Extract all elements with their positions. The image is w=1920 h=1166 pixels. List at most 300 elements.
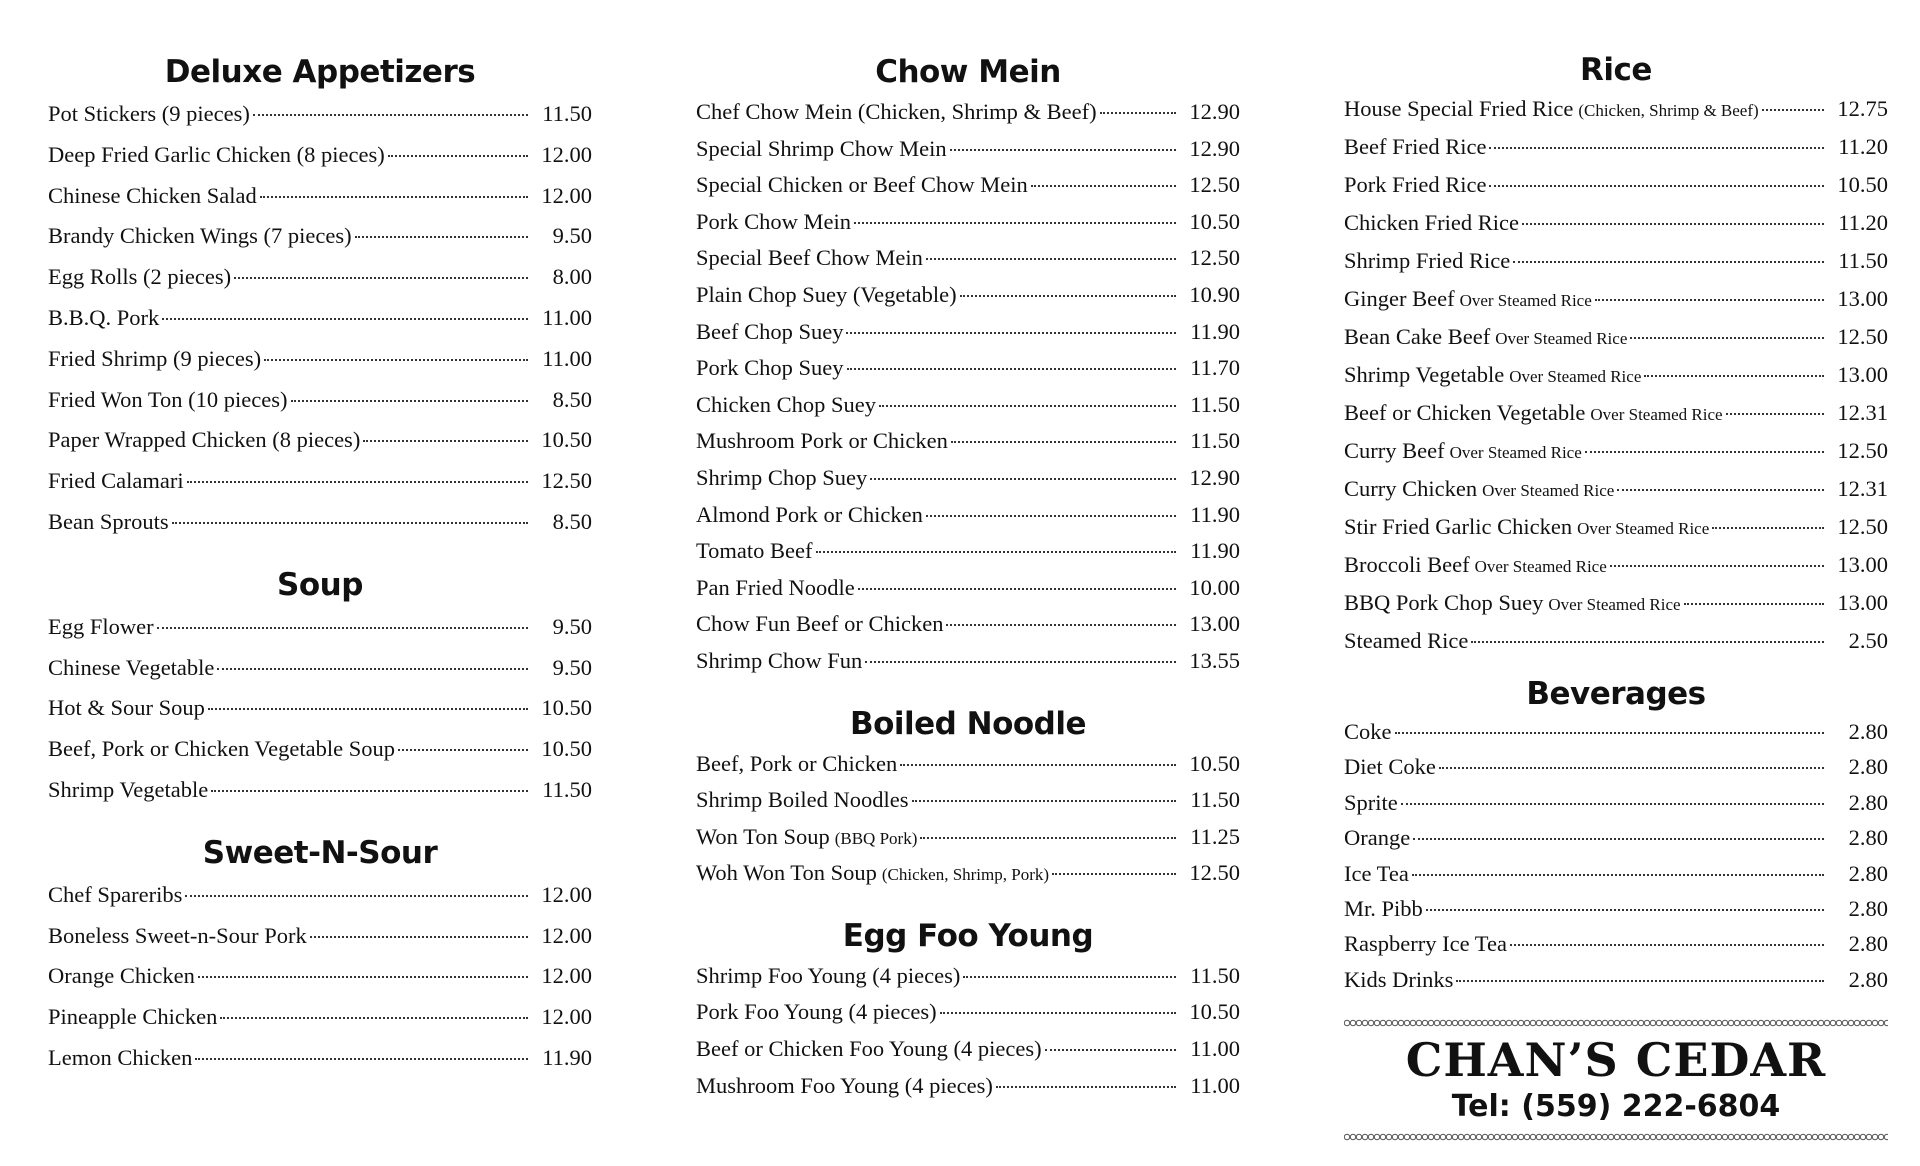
item-name: Chinese Vegetable	[48, 654, 215, 680]
item-price: 11.70	[1190, 355, 1240, 381]
item-name: Shrimp Foo Young (4 pieces)	[696, 962, 961, 988]
item-name: Chicken Fried Rice	[1344, 210, 1519, 235]
dot-leader	[1585, 451, 1824, 453]
item-note: Over Steamed Rice	[1577, 519, 1710, 538]
menu-item	[1344, 584, 1888, 622]
menu-item	[48, 298, 592, 339]
dot-leader	[816, 551, 1176, 553]
section-boiled-noodle	[696, 702, 1240, 892]
item-name: Chow Fun Beef or Chicken	[696, 611, 944, 637]
wavy-divider-bottom	[1344, 1133, 1888, 1141]
item-name: Beef Chop Suey	[696, 318, 844, 344]
menu-item	[1344, 962, 1888, 997]
menu-item	[1344, 926, 1888, 961]
item-price: 11.90	[1190, 318, 1240, 344]
item-price: 11.50	[1838, 248, 1888, 273]
menu-item	[1344, 432, 1888, 470]
item-name: Diet Coke	[1344, 754, 1436, 780]
item-price: 11.00	[1190, 1036, 1240, 1062]
item-note: Over Steamed Rice	[1474, 557, 1607, 576]
item-name: Pork Chow Mein	[696, 208, 852, 234]
item-price: 10.50	[1189, 208, 1240, 234]
item-price: 2.80	[1848, 719, 1888, 744]
menu-item	[1344, 785, 1888, 820]
menu-item	[696, 240, 1240, 277]
item-price: 10.50	[1189, 750, 1240, 776]
menu-item-list	[1344, 714, 1888, 997]
item-price: 8.50	[552, 386, 592, 412]
item-price: 11.90	[542, 1044, 592, 1070]
menu-column-right	[1344, 50, 1888, 1141]
item-name: Mr. Pibb	[1344, 895, 1423, 921]
menu-item	[1344, 394, 1888, 432]
dot-leader	[940, 1012, 1176, 1014]
menu-item	[1344, 204, 1888, 242]
section-rice	[1344, 50, 1888, 660]
menu-item	[696, 387, 1240, 424]
menu-item	[696, 746, 1240, 783]
item-note: Over Steamed Rice	[1482, 481, 1615, 500]
menu-item	[48, 1038, 592, 1079]
item-name: Fried Shrimp (9 pieces)	[48, 345, 262, 371]
menu-item	[696, 423, 1240, 460]
menu-item	[48, 420, 592, 461]
item-price: 11.00	[1190, 1072, 1240, 1098]
item-price: 11.20	[1838, 134, 1888, 159]
section-deluxe-appetizers	[48, 50, 592, 543]
dot-leader	[858, 588, 1176, 590]
menu-item	[696, 958, 1240, 995]
item-price: 10.50	[541, 427, 592, 453]
item-name: Coke	[1344, 719, 1392, 744]
menu-column-left	[48, 50, 592, 1079]
item-name: Sprite	[1344, 789, 1398, 815]
item-price: 12.75	[1837, 96, 1888, 121]
dot-leader	[1471, 641, 1824, 643]
dot-leader	[310, 936, 528, 938]
item-price: 10.90	[1189, 281, 1240, 307]
item-name: Orange	[1344, 825, 1411, 851]
item-note: Over Steamed Rice	[1590, 405, 1723, 424]
item-price: 12.50	[1189, 245, 1240, 271]
dot-leader	[220, 1017, 528, 1019]
menu-item	[696, 533, 1240, 570]
item-price: 8.00	[552, 264, 592, 290]
item-price: 11.50	[1190, 391, 1240, 417]
dot-leader	[185, 895, 528, 897]
item-price: 11.00	[542, 345, 592, 371]
section-beverages	[1344, 674, 1888, 997]
item-price: 12.50	[1837, 438, 1888, 463]
item-price: 2.50	[1848, 628, 1888, 653]
item-price: 2.80	[1848, 860, 1888, 886]
section-sweet-n-sour	[48, 831, 592, 1079]
item-price: 11.50	[1190, 428, 1240, 454]
item-name: Steamed Rice	[1344, 628, 1469, 653]
item-name: Pork Fried Rice	[1344, 172, 1487, 197]
dot-leader	[996, 1086, 1176, 1088]
item-name: Shrimp Boiled Noodles	[696, 787, 909, 813]
dot-leader	[1630, 337, 1824, 339]
item-name: Mushroom Pork or Chicken	[696, 428, 948, 454]
item-name: Pan Fried Noodle	[696, 574, 855, 600]
dot-leader	[1522, 223, 1824, 225]
item-price: 10.50	[1837, 172, 1888, 197]
menu-item	[696, 277, 1240, 314]
menu-item	[48, 380, 592, 421]
restaurant-phone: Tel: (559) 222-6804	[1451, 1089, 1781, 1125]
item-price: 12.00	[541, 182, 592, 208]
item-note: Over Steamed Rice	[1509, 367, 1642, 386]
menu-item	[1344, 356, 1888, 394]
dot-leader	[926, 515, 1176, 517]
menu-item	[48, 956, 592, 997]
menu-item	[696, 606, 1240, 643]
item-name: Chinese Chicken Salad	[48, 182, 257, 208]
item-price: 10.50	[1189, 999, 1240, 1025]
dot-leader	[1684, 603, 1824, 605]
item-name: BBQ Pork Chop Suey	[1344, 590, 1544, 615]
item-price: 11.90	[1190, 501, 1240, 527]
dot-leader	[1510, 944, 1824, 946]
item-name: Bean Sprouts	[48, 508, 169, 534]
item-price: 12.50	[1837, 514, 1888, 539]
item-name: Special Chicken or Beef Chow Mein	[696, 172, 1028, 198]
dot-leader	[355, 236, 528, 238]
item-name: Mushroom Foo Young (4 pieces)	[696, 1072, 993, 1098]
item-price: 10.00	[1189, 574, 1240, 600]
dot-leader	[1401, 803, 1824, 805]
item-note: (Chicken, Shrimp, Pork)	[881, 865, 1050, 885]
item-name: Shrimp Vegetable	[48, 776, 209, 802]
dot-leader	[1726, 413, 1824, 415]
dot-leader	[388, 155, 528, 157]
menu-item-list	[48, 94, 592, 543]
dot-leader	[264, 359, 528, 361]
restaurant-footer	[1344, 1019, 1888, 1141]
item-price: 12.50	[1837, 324, 1888, 349]
item-name: Beef Fried Rice	[1344, 134, 1487, 159]
section-title: Deluxe Appetizers	[164, 54, 476, 90]
menu-item	[1344, 166, 1888, 204]
item-name: Deep Fried Garlic Chicken (8 pieces)	[48, 141, 385, 167]
dot-leader	[398, 749, 528, 751]
menu-item-list	[48, 875, 592, 1079]
item-name: Chicken Chop Suey	[696, 391, 876, 417]
dot-leader	[1762, 109, 1824, 111]
menu-item	[48, 770, 592, 811]
item-price: 11.00	[542, 304, 592, 330]
item-price: 13.00	[1837, 286, 1888, 311]
dot-leader	[363, 440, 528, 442]
dot-leader	[187, 481, 528, 483]
item-name: Ice Tea	[1344, 860, 1409, 886]
menu-item	[48, 176, 592, 217]
dot-leader	[253, 114, 528, 116]
dot-leader	[920, 837, 1176, 839]
dot-leader	[1489, 147, 1824, 149]
menu-item-list	[696, 958, 1240, 1104]
dot-leader	[900, 764, 1176, 766]
item-name: Lemon Chicken	[48, 1044, 193, 1070]
item-price: 12.00	[541, 1004, 592, 1030]
dot-leader	[950, 149, 1176, 151]
dot-leader	[291, 400, 529, 402]
item-name: Shrimp Chop Suey	[696, 464, 868, 490]
item-name: Egg Flower	[48, 613, 154, 639]
item-price: 12.31	[1837, 476, 1888, 501]
item-price: 13.00	[1837, 362, 1888, 387]
wavy-divider-top	[1344, 1019, 1888, 1027]
item-price: 2.80	[1848, 789, 1888, 815]
item-name: Kids Drinks	[1344, 966, 1454, 992]
item-name: Ginger Beef	[1344, 286, 1455, 311]
dot-leader	[195, 1058, 528, 1060]
dot-leader	[847, 368, 1176, 370]
menu-item	[696, 570, 1240, 607]
item-name: Egg Rolls (2 pieces)	[48, 264, 232, 290]
menu-item	[1344, 622, 1888, 660]
item-price: 9.50	[552, 654, 592, 680]
section-title: Soup	[277, 566, 363, 603]
dot-leader	[865, 661, 1176, 663]
item-price: 12.50	[1189, 860, 1240, 886]
menu-item-list	[48, 607, 592, 811]
menu-item	[1344, 90, 1888, 128]
menu-item	[1344, 546, 1888, 584]
item-price: 12.50	[1189, 172, 1240, 198]
item-price: 11.20	[1838, 210, 1888, 235]
item-name: Curry Beef	[1344, 438, 1445, 463]
item-name: Won Ton Soup	[696, 823, 830, 849]
item-price: 12.00	[541, 141, 592, 167]
menu-item	[696, 819, 1240, 856]
menu-item	[48, 916, 592, 957]
menu-item	[48, 94, 592, 135]
dot-leader	[217, 668, 528, 670]
item-price: 12.00	[541, 881, 592, 907]
item-price: 12.00	[541, 922, 592, 948]
menu-item	[696, 1068, 1240, 1105]
section-title: Chow Mein	[875, 54, 1061, 90]
menu-item	[48, 339, 592, 380]
menu-item	[696, 782, 1240, 819]
item-name: Pork Chop Suey	[696, 355, 844, 381]
menu-item	[48, 729, 592, 770]
menu-item	[696, 460, 1240, 497]
item-name: Paper Wrapped Chicken (8 pieces)	[48, 427, 361, 453]
dot-leader	[951, 441, 1176, 443]
item-price: 10.50	[541, 695, 592, 721]
item-price: 11.50	[542, 101, 592, 126]
menu-item	[696, 131, 1240, 168]
menu-item	[48, 216, 592, 257]
section-egg-foo-young	[696, 914, 1240, 1104]
menu-item	[696, 497, 1240, 534]
menu-item	[1344, 891, 1888, 926]
item-name: Fried Calamari	[48, 468, 184, 494]
item-price: 11.50	[1190, 787, 1240, 813]
menu-column-middle	[696, 50, 1240, 1104]
item-name: Fried Won Ton (10 pieces)	[48, 386, 288, 412]
item-name: Shrimp Chow Fun	[696, 647, 863, 673]
item-name: Broccoli Beef	[1344, 552, 1470, 577]
menu-item	[696, 204, 1240, 241]
dot-leader	[1412, 874, 1824, 876]
item-name: Special Shrimp Chow Mein	[696, 135, 947, 161]
section-title: Beverages	[1526, 676, 1706, 712]
dot-leader	[870, 478, 1176, 480]
menu-item	[1344, 242, 1888, 280]
menu-item	[696, 350, 1240, 387]
section-title: Boiled Noodle	[849, 705, 1087, 742]
item-price: 13.55	[1189, 647, 1240, 673]
menu-item	[696, 1031, 1240, 1068]
item-note: Over Steamed Rice	[1459, 291, 1592, 310]
dot-leader	[960, 295, 1176, 297]
item-price: 2.80	[1848, 966, 1888, 992]
dot-leader	[1045, 1049, 1176, 1051]
item-price: 12.90	[1189, 135, 1240, 161]
item-name: Orange Chicken	[48, 963, 195, 989]
menu-item	[1344, 820, 1888, 855]
dot-leader	[912, 800, 1177, 802]
item-name: Boneless Sweet-n-Sour Pork	[48, 922, 307, 948]
item-note: Over Steamed Rice	[1495, 329, 1628, 348]
dot-leader	[1395, 732, 1825, 734]
section-title: Rice	[1580, 52, 1652, 88]
item-name: Bean Cake Beef	[1344, 324, 1491, 349]
dot-leader	[854, 222, 1176, 224]
item-name: Chef Spareribs	[48, 881, 183, 907]
dot-leader	[1644, 375, 1824, 377]
dot-leader	[1100, 112, 1176, 114]
item-name: House Special Fried Rice	[1344, 96, 1574, 121]
item-price: 11.25	[1190, 823, 1240, 849]
dot-leader	[846, 332, 1176, 334]
item-note: Over Steamed Rice	[1449, 443, 1582, 462]
dot-leader	[1426, 909, 1824, 911]
menu-item	[48, 257, 592, 298]
item-price: 9.50	[552, 613, 592, 639]
menu-item	[696, 643, 1240, 680]
item-price: 2.80	[1848, 895, 1888, 921]
item-note: (BBQ Pork)	[834, 828, 918, 848]
dot-leader	[260, 196, 528, 198]
item-name: Tomato Beef	[696, 538, 813, 564]
menu-item	[48, 502, 592, 543]
item-name: Curry Chicken	[1344, 476, 1478, 501]
item-price: 12.31	[1837, 400, 1888, 425]
item-price: 12.90	[1189, 99, 1240, 124]
item-price: 11.90	[1190, 538, 1240, 564]
menu-item	[1344, 749, 1888, 784]
item-name: Pineapple Chicken	[48, 1004, 218, 1030]
item-name: Woh Won Ton Soup	[696, 860, 877, 886]
menu-item	[1344, 470, 1888, 508]
menu-item	[48, 997, 592, 1038]
section-title: Sweet-N-Sour	[202, 834, 438, 871]
item-price: 2.80	[1848, 754, 1888, 780]
item-name: Special Beef Chow Mein	[696, 245, 923, 271]
item-name: Chef Chow Mein (Chicken, Shrimp & Beef)	[696, 99, 1097, 124]
section-chow-mein	[696, 50, 1240, 680]
menu-item-list	[1344, 90, 1888, 660]
menu-item	[696, 994, 1240, 1031]
item-name: Beef or Chicken Vegetable	[1344, 400, 1586, 425]
item-name: Stir Fried Garlic Chicken	[1344, 514, 1573, 539]
dot-leader	[1413, 838, 1824, 840]
menu-item	[696, 167, 1240, 204]
dot-leader	[1712, 527, 1824, 529]
menu-item	[696, 855, 1240, 892]
section-title: Egg Foo Young	[842, 917, 1094, 954]
menu-item	[1344, 856, 1888, 891]
item-price: 9.50	[552, 223, 592, 249]
dot-leader	[1610, 565, 1824, 567]
item-name: Beef, Pork or Chicken	[696, 750, 898, 776]
dot-leader	[1456, 980, 1824, 982]
item-price: 13.00	[1189, 611, 1240, 637]
item-name: Raspberry Ice Tea	[1344, 931, 1507, 957]
dot-leader	[1031, 185, 1176, 187]
item-name: Almond Pork or Chicken	[696, 501, 923, 527]
item-price: 10.50	[541, 736, 592, 762]
menu-item-list	[696, 94, 1240, 680]
item-price: 2.80	[1848, 825, 1888, 851]
menu-item	[48, 461, 592, 502]
menu-item	[696, 314, 1240, 351]
menu-item	[1344, 714, 1888, 749]
dot-leader	[234, 277, 528, 279]
dot-leader	[1439, 767, 1824, 769]
dot-leader	[162, 318, 528, 320]
dot-leader	[1513, 261, 1824, 263]
item-price: 12.00	[541, 963, 592, 989]
dot-leader	[926, 258, 1176, 260]
section-soup	[48, 563, 592, 811]
item-price: 2.80	[1848, 931, 1888, 957]
menu-item	[1344, 318, 1888, 356]
item-name: B.B.Q. Pork	[48, 304, 160, 330]
dot-leader	[1052, 873, 1176, 875]
dot-leader	[198, 976, 528, 978]
menu-item	[48, 135, 592, 176]
menu-item	[1344, 508, 1888, 546]
item-name: Pork Foo Young (4 pieces)	[696, 999, 937, 1025]
menu-item-list	[696, 746, 1240, 892]
item-price: 11.50	[1190, 962, 1240, 988]
dot-leader	[208, 708, 528, 710]
item-price: 13.00	[1837, 552, 1888, 577]
item-name: Pot Stickers (9 pieces)	[48, 101, 250, 126]
item-name: Shrimp Vegetable	[1344, 362, 1505, 387]
item-name: Shrimp Fried Rice	[1344, 248, 1511, 273]
item-note: (Chicken, Shrimp & Beef)	[1578, 101, 1759, 120]
item-price: 13.00	[1837, 590, 1888, 615]
dot-leader	[963, 976, 1176, 978]
dot-leader	[211, 790, 528, 792]
menu-item	[48, 648, 592, 689]
item-price: 12.50	[541, 468, 592, 494]
menu-item	[1344, 128, 1888, 166]
dot-leader	[1595, 299, 1824, 301]
item-price: 12.90	[1189, 464, 1240, 490]
dot-leader	[879, 405, 1176, 407]
item-note: Over Steamed Rice	[1548, 595, 1681, 614]
dot-leader	[172, 522, 528, 524]
dot-leader	[1617, 489, 1824, 491]
